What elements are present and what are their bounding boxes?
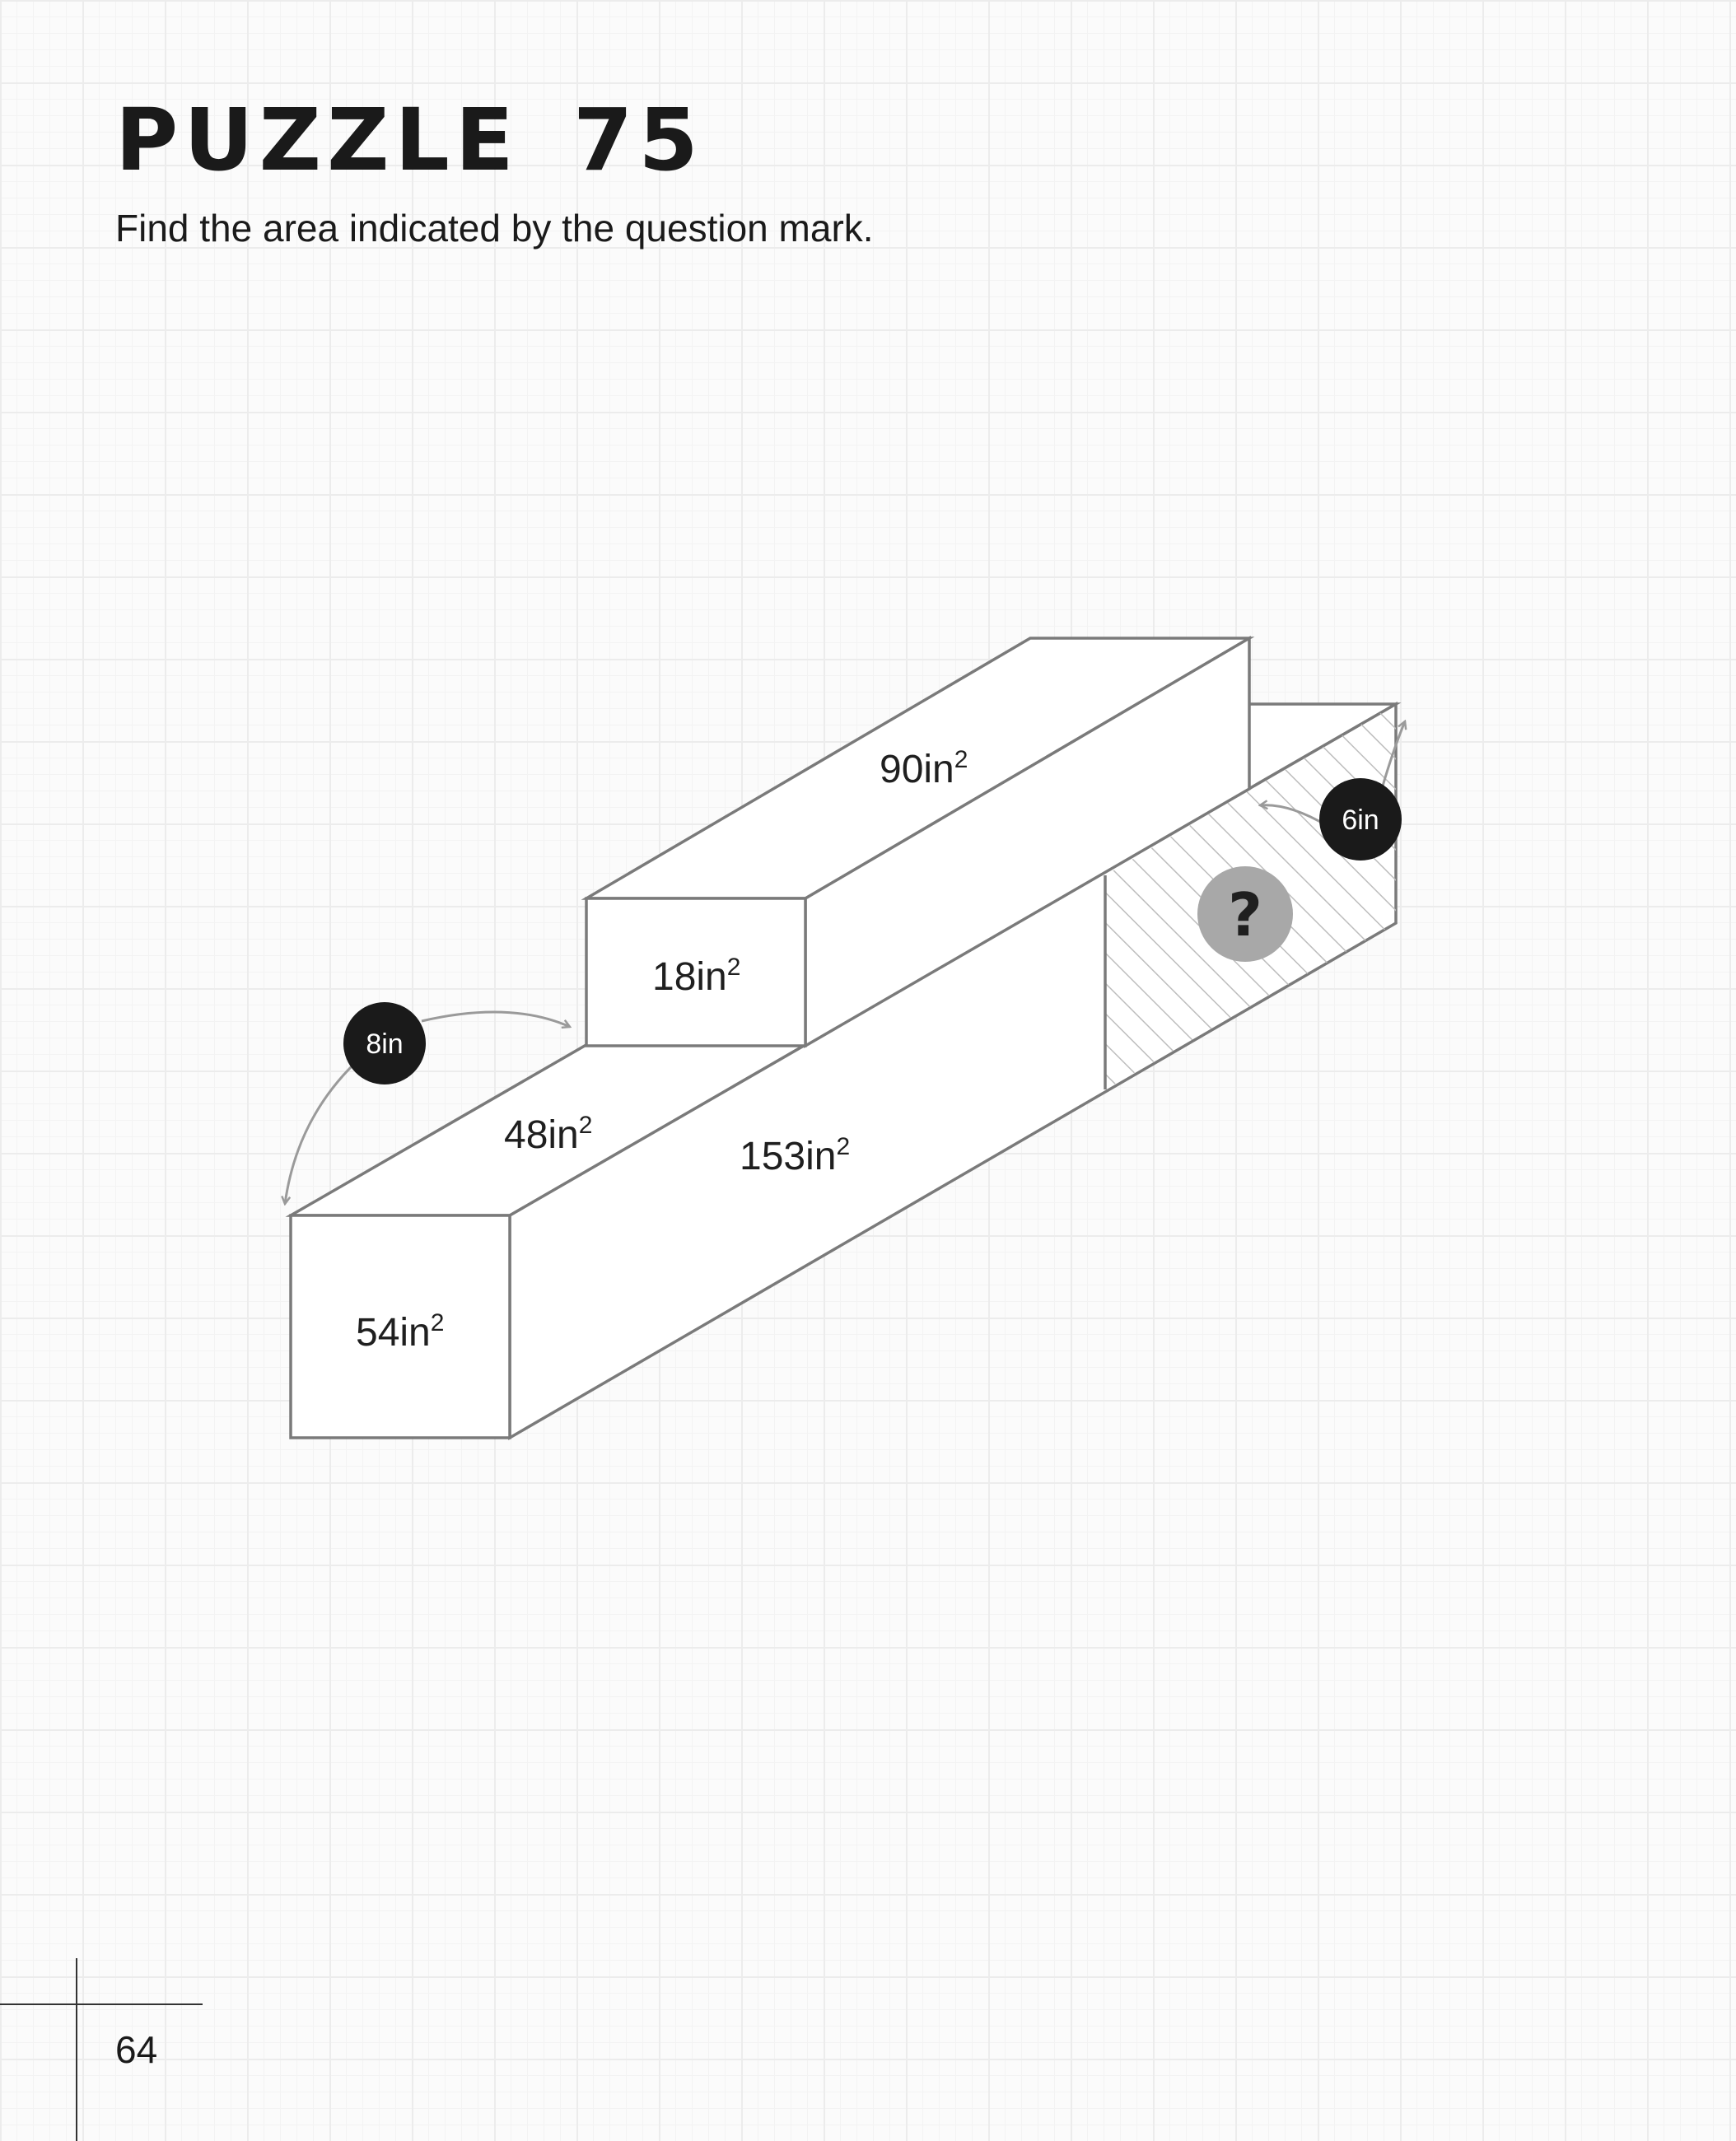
dimension-badge-left-text: 8in xyxy=(366,1029,404,1060)
dimension-badge-left xyxy=(343,1002,426,1084)
label-small-front: $18in^2$ xyxy=(652,954,741,999)
crop-mark-vertical xyxy=(76,1958,77,2141)
label-big-front: $54in^2$ xyxy=(356,1309,445,1355)
crop-mark-horizontal xyxy=(0,2003,203,2005)
dimension-badge-right xyxy=(1319,778,1402,861)
dimension-badge-right-text: 6in xyxy=(1342,805,1379,836)
puzzle-title: PUZZLE 75 xyxy=(115,90,704,190)
question-mark-icon: ? xyxy=(1228,880,1262,949)
question-mark-badge xyxy=(1197,866,1293,962)
label-big-side: $153in^2$ xyxy=(740,1133,851,1178)
label-big-top: $48in^2$ xyxy=(504,1112,593,1157)
puzzle-instruction: Find the area indicated by the question mark. xyxy=(115,207,874,250)
dimension-arrow-left xyxy=(422,1012,570,1027)
label-small-top: $90in^2$ xyxy=(880,746,968,791)
page-number: 64 xyxy=(115,2028,158,2071)
